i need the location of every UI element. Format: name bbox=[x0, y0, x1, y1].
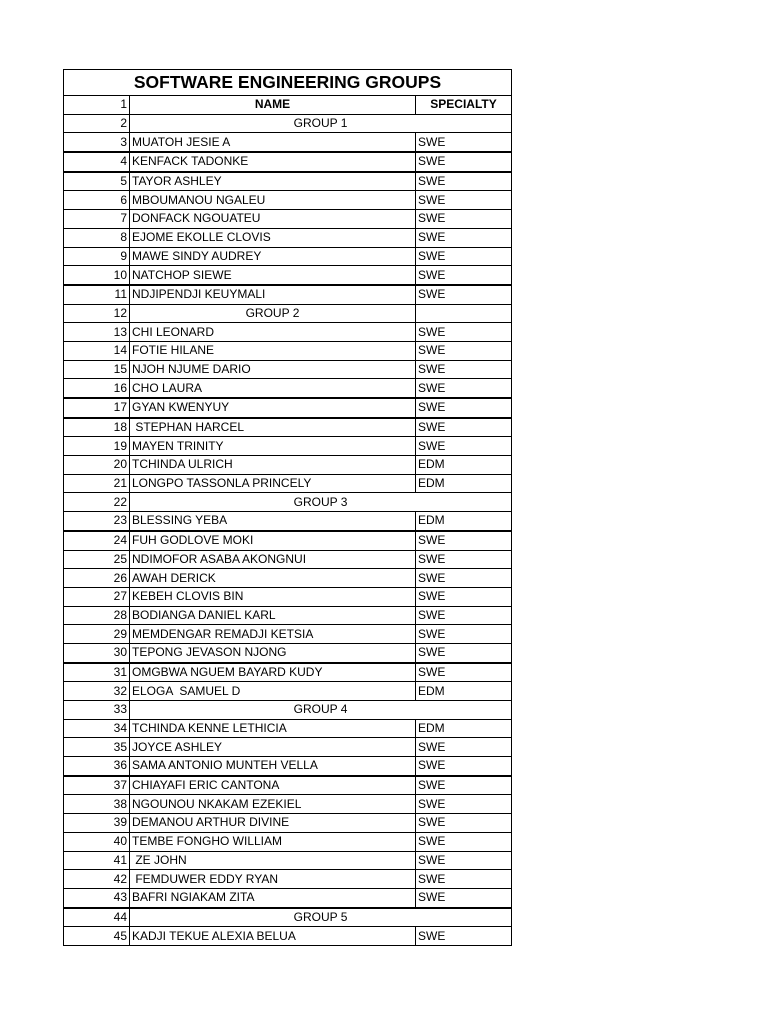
group-row bbox=[64, 701, 512, 720]
row-number: 17 bbox=[64, 398, 130, 418]
row-number: 44 bbox=[64, 908, 130, 927]
row-number: 41 bbox=[64, 851, 130, 870]
student-name: NATCHOP SIEWE bbox=[130, 266, 416, 285]
specialty: SWE bbox=[416, 927, 512, 946]
groups-table bbox=[63, 69, 512, 946]
row-number: 29 bbox=[64, 625, 130, 644]
group-label: GROUP 3 bbox=[130, 493, 512, 512]
student-name: BAFRI NGIAKAM ZITA bbox=[130, 888, 416, 907]
name-header: NAME bbox=[130, 96, 416, 115]
group-label: GROUP 4 bbox=[130, 701, 512, 720]
specialty: SWE bbox=[416, 832, 512, 851]
student-name: TCHINDA ULRICH bbox=[130, 456, 416, 475]
row-number: 8 bbox=[64, 228, 130, 247]
table-row bbox=[64, 285, 512, 304]
row-number: 20 bbox=[64, 456, 130, 475]
specialty: SWE bbox=[416, 531, 512, 550]
table-row bbox=[64, 550, 512, 569]
row-number: 23 bbox=[64, 512, 130, 531]
student-name: MAYEN TRINITY bbox=[130, 437, 416, 456]
specialty: EDM bbox=[416, 719, 512, 738]
student-name: KADJI TEKUE ALEXIA BELUA bbox=[130, 927, 416, 946]
group-row bbox=[64, 114, 512, 133]
student-name: KENFACK TADONKE bbox=[130, 152, 416, 172]
table-row bbox=[64, 456, 512, 475]
student-name: CHI LEONARD bbox=[130, 323, 416, 342]
row-number: 22 bbox=[64, 493, 130, 512]
specialty: SWE bbox=[416, 210, 512, 229]
student-name: TAYOR ASHLEY bbox=[130, 172, 416, 191]
row-number: 32 bbox=[64, 682, 130, 701]
row-number: 9 bbox=[64, 247, 130, 266]
specialty: SWE bbox=[416, 379, 512, 398]
table-row bbox=[64, 757, 512, 776]
specialty: SWE bbox=[416, 776, 512, 795]
student-name: DONFACK NGOUATEU bbox=[130, 210, 416, 229]
student-name: ELOGA SAMUEL D bbox=[130, 682, 416, 701]
row-number: 14 bbox=[64, 341, 130, 360]
specialty: SWE bbox=[416, 625, 512, 644]
specialty: SWE bbox=[416, 191, 512, 210]
specialty: SWE bbox=[416, 133, 512, 152]
table-row bbox=[64, 719, 512, 738]
row-number: 37 bbox=[64, 776, 130, 795]
row-number: 43 bbox=[64, 888, 130, 907]
specialty: SWE bbox=[416, 569, 512, 588]
table-row bbox=[64, 512, 512, 531]
row-number: 25 bbox=[64, 550, 130, 569]
student-name: GYAN KWENYUY bbox=[130, 398, 416, 418]
specialty: SWE bbox=[416, 757, 512, 776]
row-number: 28 bbox=[64, 606, 130, 625]
specialty: SWE bbox=[416, 738, 512, 757]
table-row bbox=[64, 814, 512, 833]
row-number: 2 bbox=[64, 114, 130, 133]
row-number: 12 bbox=[64, 304, 130, 323]
student-name: TEMBE FONGHO WILLIAM bbox=[130, 832, 416, 851]
table-row bbox=[64, 625, 512, 644]
specialty: EDM bbox=[416, 512, 512, 531]
row-number: 5 bbox=[64, 172, 130, 191]
specialty: SWE bbox=[416, 643, 512, 662]
title-row bbox=[64, 70, 512, 96]
table-row bbox=[64, 738, 512, 757]
row-number: 7 bbox=[64, 210, 130, 229]
student-name: MEMDENGAR REMADJI KETSIA bbox=[130, 625, 416, 644]
sheet-title: SOFTWARE ENGINEERING GROUPS bbox=[64, 70, 512, 96]
student-name: NDIMOFOR ASABA AKONGNUI bbox=[130, 550, 416, 569]
table-row bbox=[64, 418, 512, 437]
student-name: FUH GODLOVE MOKI bbox=[130, 531, 416, 550]
table-row bbox=[64, 643, 512, 662]
row-number: 38 bbox=[64, 795, 130, 814]
specialty: SWE bbox=[416, 398, 512, 418]
group-row bbox=[64, 908, 512, 927]
row-number: 6 bbox=[64, 191, 130, 210]
table-row bbox=[64, 133, 512, 152]
row-number: 40 bbox=[64, 832, 130, 851]
row-number: 34 bbox=[64, 719, 130, 738]
specialty: SWE bbox=[416, 341, 512, 360]
table-row bbox=[64, 587, 512, 606]
student-name: NDJIPENDJI KEUYMALI bbox=[130, 285, 416, 304]
table-row bbox=[64, 795, 512, 814]
groups-table-body bbox=[64, 70, 512, 946]
specialty: SWE bbox=[416, 360, 512, 379]
student-name: BODIANGA DANIEL KARL bbox=[130, 606, 416, 625]
table-row bbox=[64, 927, 512, 946]
student-name: MUATOH JESIE A bbox=[130, 133, 416, 152]
student-name: SAMA ANTONIO MUNTEH VELLA bbox=[130, 757, 416, 776]
student-name: BLESSING YEBA bbox=[130, 512, 416, 531]
specialty-header: SPECIALTY bbox=[416, 96, 512, 115]
specialty: EDM bbox=[416, 682, 512, 701]
specialty: SWE bbox=[416, 323, 512, 342]
table-row bbox=[64, 323, 512, 342]
student-name: FEMDUWER EDDY RYAN bbox=[130, 870, 416, 889]
specialty: SWE bbox=[416, 285, 512, 304]
student-name: JOYCE ASHLEY bbox=[130, 738, 416, 757]
table-row bbox=[64, 776, 512, 795]
student-name: OMGBWA NGUEM BAYARD KUDY bbox=[130, 663, 416, 682]
table-row bbox=[64, 247, 512, 266]
table-row bbox=[64, 606, 512, 625]
table-row bbox=[64, 341, 512, 360]
row-number: 19 bbox=[64, 437, 130, 456]
specialty: SWE bbox=[416, 870, 512, 889]
specialty: SWE bbox=[416, 587, 512, 606]
row-number: 18 bbox=[64, 418, 130, 437]
student-name: NJOH NJUME DARIO bbox=[130, 360, 416, 379]
table-row bbox=[64, 832, 512, 851]
specialty: SWE bbox=[416, 814, 512, 833]
specialty: SWE bbox=[416, 247, 512, 266]
row-number: 1 bbox=[64, 96, 130, 115]
specialty: EDM bbox=[416, 474, 512, 493]
row-number: 33 bbox=[64, 701, 130, 720]
student-name: TCHINDA KENNE LETHICIA bbox=[130, 719, 416, 738]
student-name: CHIAYAFI ERIC CANTONA bbox=[130, 776, 416, 795]
table-row bbox=[64, 152, 512, 172]
specialty: SWE bbox=[416, 795, 512, 814]
row-number: 42 bbox=[64, 870, 130, 889]
group-label: GROUP 2 bbox=[130, 304, 416, 323]
row-number: 27 bbox=[64, 587, 130, 606]
row-number: 16 bbox=[64, 379, 130, 398]
table-row bbox=[64, 191, 512, 210]
specialty: SWE bbox=[416, 228, 512, 247]
student-name: STEPHAN HARCEL bbox=[130, 418, 416, 437]
row-number: 10 bbox=[64, 266, 130, 285]
specialty bbox=[416, 304, 512, 323]
table-row bbox=[64, 888, 512, 907]
table-row bbox=[64, 398, 512, 418]
table-row bbox=[64, 682, 512, 701]
specialty: SWE bbox=[416, 172, 512, 191]
table-row bbox=[64, 266, 512, 285]
table-row bbox=[64, 663, 512, 682]
student-name: ZE JOHN bbox=[130, 851, 416, 870]
table-row bbox=[64, 228, 512, 247]
specialty: SWE bbox=[416, 437, 512, 456]
student-name: EJOME EKOLLE CLOVIS bbox=[130, 228, 416, 247]
row-number: 36 bbox=[64, 757, 130, 776]
row-number: 35 bbox=[64, 738, 130, 757]
table-row bbox=[64, 851, 512, 870]
specialty: SWE bbox=[416, 888, 512, 907]
student-name: DEMANOU ARTHUR DIVINE bbox=[130, 814, 416, 833]
table-row bbox=[64, 437, 512, 456]
row-number: 13 bbox=[64, 323, 130, 342]
row-number: 21 bbox=[64, 474, 130, 493]
row-number: 4 bbox=[64, 152, 130, 172]
row-number: 31 bbox=[64, 663, 130, 682]
student-name: CHO LAURA bbox=[130, 379, 416, 398]
specialty: SWE bbox=[416, 266, 512, 285]
student-name: MAWE SINDY AUDREY bbox=[130, 247, 416, 266]
student-name: FOTIE HILANE bbox=[130, 341, 416, 360]
specialty: SWE bbox=[416, 418, 512, 437]
table-row bbox=[64, 379, 512, 398]
table-row bbox=[64, 870, 512, 889]
table-row bbox=[64, 569, 512, 588]
table-row bbox=[64, 210, 512, 229]
specialty: SWE bbox=[416, 606, 512, 625]
row-number: 15 bbox=[64, 360, 130, 379]
specialty: SWE bbox=[416, 851, 512, 870]
row-number: 30 bbox=[64, 643, 130, 662]
header-row bbox=[64, 96, 512, 115]
group-label: GROUP 5 bbox=[130, 908, 512, 927]
specialty: EDM bbox=[416, 456, 512, 475]
row-number: 3 bbox=[64, 133, 130, 152]
student-name: TEPONG JEVASON NJONG bbox=[130, 643, 416, 662]
row-number: 26 bbox=[64, 569, 130, 588]
group-label: GROUP 1 bbox=[130, 114, 512, 133]
row-number: 24 bbox=[64, 531, 130, 550]
row-number: 11 bbox=[64, 285, 130, 304]
table-row bbox=[64, 360, 512, 379]
student-name: KEBEH CLOVIS BIN bbox=[130, 587, 416, 606]
table-row bbox=[64, 474, 512, 493]
table-row bbox=[64, 531, 512, 550]
student-name: MBOUMANOU NGALEU bbox=[130, 191, 416, 210]
specialty: SWE bbox=[416, 152, 512, 172]
student-name: LONGPO TASSONLA PRINCELY bbox=[130, 474, 416, 493]
table-row bbox=[64, 172, 512, 191]
student-name: NGOUNOU NKAKAM EZEKIEL bbox=[130, 795, 416, 814]
row-number: 39 bbox=[64, 814, 130, 833]
row-number: 45 bbox=[64, 927, 130, 946]
group-row bbox=[64, 493, 512, 512]
specialty: SWE bbox=[416, 663, 512, 682]
group-row bbox=[64, 304, 512, 323]
specialty: SWE bbox=[416, 550, 512, 569]
student-name: AWAH DERICK bbox=[130, 569, 416, 588]
